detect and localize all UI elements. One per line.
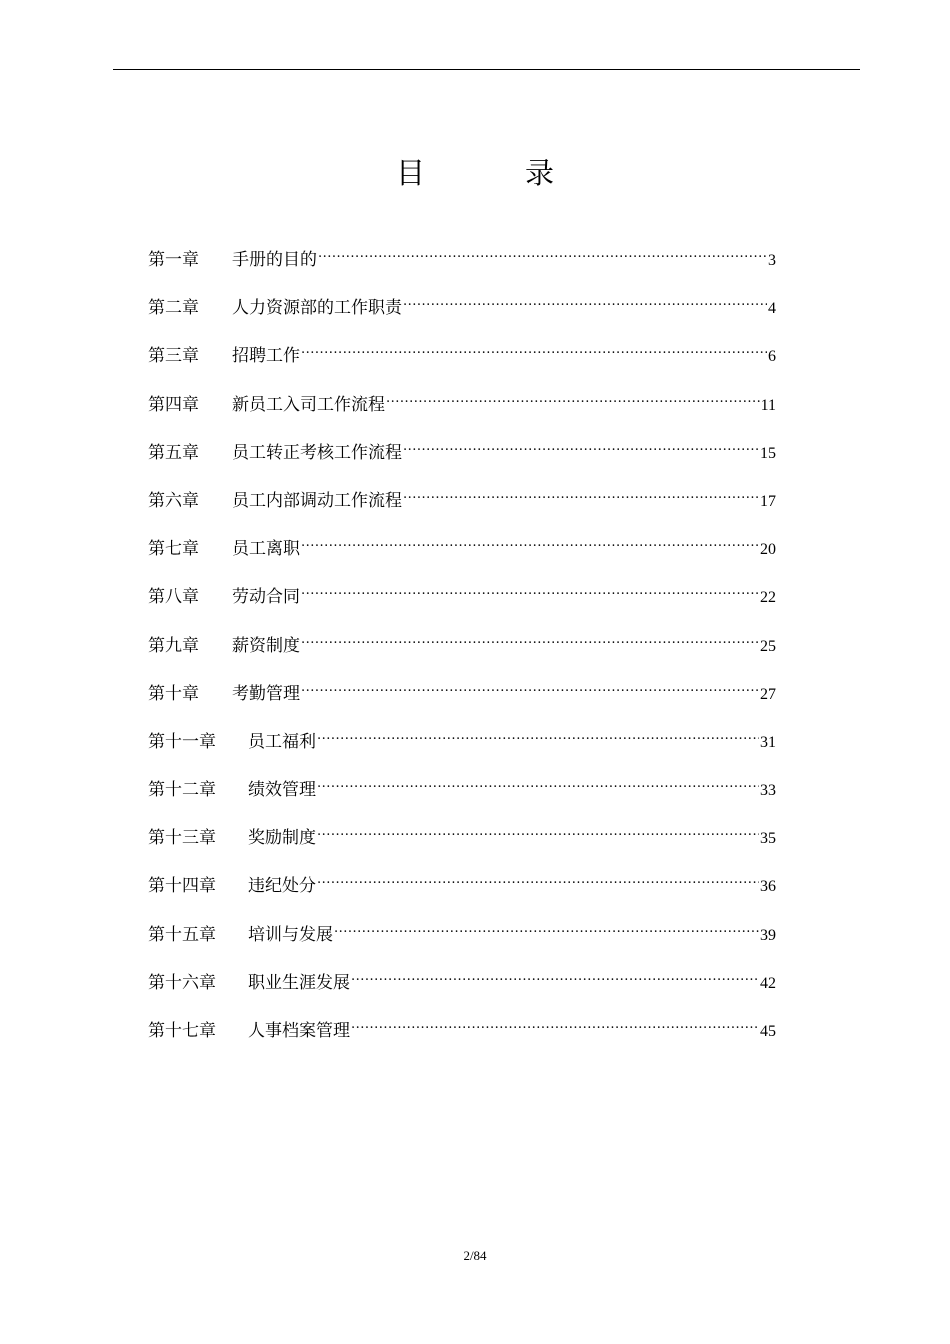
toc-page-number: 39 <box>760 926 776 944</box>
toc-chapter-label: 第十三章 <box>148 828 216 849</box>
toc-chapter-name: 人力资源部的工作职责 <box>232 298 402 319</box>
toc-entry[interactable] <box>148 1017 776 1065</box>
toc-chapter-name: 人事档案管理 <box>248 1021 350 1041</box>
toc-entry[interactable] <box>148 487 776 535</box>
toc-entry[interactable] <box>148 872 776 920</box>
toc-chapter-name: 职业生涯发展 <box>248 972 350 993</box>
toc-chapter-name: 员工转正考核工作流程 <box>232 442 402 463</box>
toc-chapter-label: 第一章 <box>148 250 199 270</box>
toc-entry[interactable] <box>148 535 776 583</box>
toc-chapter-name: 手册的目的 <box>232 250 317 270</box>
toc-chapter-label: 第三章 <box>148 346 199 367</box>
toc-entry[interactable] <box>148 680 776 728</box>
toc-chapter-name: 奖励制度 <box>248 828 316 849</box>
toc-chapter-name: 培训与发展 <box>248 924 333 945</box>
toc-entry[interactable] <box>148 824 776 872</box>
header-rule <box>113 69 860 70</box>
toc-chapter-label: 第六章 <box>148 490 199 511</box>
toc-page-number: 17 <box>760 492 776 510</box>
toc-chapter-label: 第八章 <box>148 587 199 608</box>
toc-title <box>0 154 950 192</box>
toc-dot-leader <box>386 393 760 410</box>
toc-chapter-name: 员工离职 <box>232 539 300 560</box>
toc-dot-leader <box>351 971 759 988</box>
toc-chapter-label: 第十章 <box>148 683 199 704</box>
toc-entry[interactable] <box>148 391 776 439</box>
toc-page-number: 42 <box>760 974 776 992</box>
toc-dot-leader <box>403 489 759 506</box>
toc-dot-leader <box>318 248 767 265</box>
toc-dot-leader <box>317 730 759 747</box>
toc-chapter-label: 第五章 <box>148 442 199 463</box>
toc-chapter-name: 劳动合同 <box>232 587 300 608</box>
toc-chapter-name: 员工福利 <box>248 731 316 752</box>
toc-dot-leader <box>301 537 759 554</box>
toc-entry[interactable] <box>148 969 776 1017</box>
toc-entry[interactable] <box>148 583 776 631</box>
toc-chapter-label: 第九章 <box>148 635 199 656</box>
toc-chapter-label: 第十四章 <box>148 876 216 897</box>
toc-dot-leader <box>301 585 759 602</box>
toc-chapter-label: 第七章 <box>148 539 199 560</box>
toc-chapter-name: 薪资制度 <box>232 635 300 656</box>
toc-chapter-label: 第十五章 <box>148 924 216 945</box>
toc-chapter-name: 违纪处分 <box>248 876 316 897</box>
toc-title-char-1: 目 <box>395 156 425 190</box>
page-number: 2/84 <box>463 1248 487 1263</box>
toc-page-number: 33 <box>760 782 776 800</box>
toc-dot-leader <box>301 682 759 699</box>
toc-page-number: 11 <box>760 396 776 414</box>
toc-page-number: 3 <box>768 252 776 269</box>
toc-page-number: 20 <box>760 541 776 559</box>
toc-chapter-name: 新员工入司工作流程 <box>232 394 385 415</box>
toc-page-number: 35 <box>760 830 776 848</box>
toc-dot-leader <box>317 874 759 891</box>
toc-entry[interactable] <box>148 342 776 390</box>
toc-dot-leader <box>334 923 759 940</box>
toc-dot-leader <box>403 296 767 313</box>
toc-page-number: 6 <box>768 348 776 366</box>
toc-entry[interactable] <box>148 246 776 294</box>
toc-entry[interactable] <box>148 776 776 824</box>
toc-dot-leader <box>317 778 759 795</box>
toc-title-char-2: 录 <box>525 156 555 190</box>
toc-chapter-name: 考勤管理 <box>232 683 300 704</box>
toc-page-number: 22 <box>760 589 776 607</box>
toc-list <box>148 246 776 1065</box>
toc-chapter-name: 员工内部调动工作流程 <box>232 490 402 511</box>
toc-chapter-name: 绩效管理 <box>248 780 316 801</box>
toc-entry[interactable] <box>148 294 776 342</box>
toc-page-number: 45 <box>760 1023 776 1040</box>
toc-entry[interactable] <box>148 439 776 487</box>
toc-page-number: 25 <box>760 637 776 655</box>
toc-chapter-label: 第四章 <box>148 394 199 415</box>
toc-dot-leader <box>301 634 759 651</box>
toc-chapter-name: 招聘工作 <box>232 346 300 367</box>
toc-chapter-label: 第二章 <box>148 298 199 319</box>
toc-entry[interactable] <box>148 632 776 680</box>
toc-chapter-label: 第十二章 <box>148 780 216 801</box>
toc-page-number: 15 <box>760 444 776 462</box>
toc-page-number: 31 <box>760 733 776 751</box>
toc-dot-leader <box>351 1019 759 1036</box>
toc-page-number: 36 <box>760 878 776 896</box>
toc-chapter-label: 第十七章 <box>148 1021 216 1041</box>
toc-dot-leader <box>403 441 759 458</box>
toc-page-number: 27 <box>760 685 776 703</box>
toc-page-number: 4 <box>768 300 776 318</box>
toc-dot-leader <box>301 344 767 361</box>
toc-dot-leader <box>317 826 759 843</box>
toc-chapter-label: 第十一章 <box>148 731 216 752</box>
toc-entry[interactable] <box>148 921 776 969</box>
toc-chapter-label: 第十六章 <box>148 972 216 993</box>
toc-entry[interactable] <box>148 728 776 776</box>
